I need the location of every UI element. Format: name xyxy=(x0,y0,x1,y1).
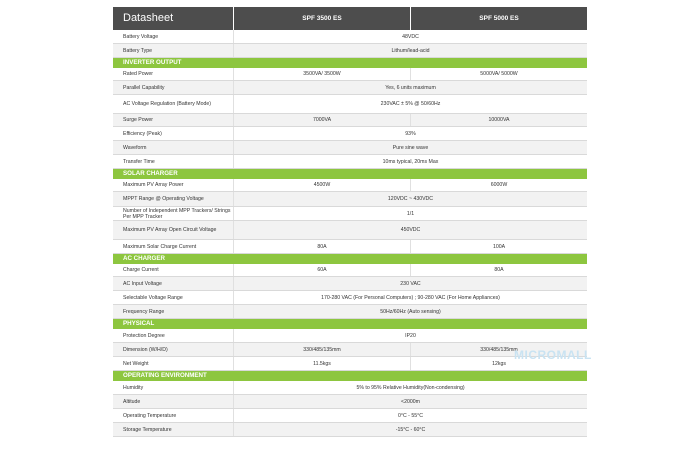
table-row xyxy=(113,114,587,127)
table-row xyxy=(113,30,587,44)
table-row xyxy=(113,95,587,114)
spec-label: Net Weight xyxy=(113,357,234,370)
spec-label: MPPT Range @ Operating Voltage xyxy=(113,192,234,206)
table-row xyxy=(113,141,587,155)
spec-value-merged: 230 VAC xyxy=(400,280,421,287)
spec-label: Transfer Time xyxy=(113,155,234,168)
spec-label: Battery Type xyxy=(113,44,234,57)
spec-value-merged: 50Hz/60Hz (Auto sensing) xyxy=(380,308,441,315)
spec-value-spf5000: 12kgs xyxy=(492,360,506,367)
spec-value-spf3500: 4500W xyxy=(234,179,411,191)
spec-value-merged: -15°C - 60°C xyxy=(395,426,426,433)
spec-value-merged: 48VDC xyxy=(402,33,419,40)
table-row xyxy=(113,192,587,207)
spec-value-spf5000: 330/485/135mm xyxy=(480,346,518,353)
spec-label: Dimension (W/H/D) xyxy=(113,343,234,356)
table-row xyxy=(113,381,587,395)
spec-label: Altitude xyxy=(113,395,234,408)
table-row xyxy=(113,264,587,277)
spec-value-merged: 170-280 VAC (For Personal Computers) ; 90-280 VAC (For Home Appliances) xyxy=(321,294,500,301)
spec-label: Rated Power xyxy=(113,68,234,80)
spec-value-merged: 120VDC ~ 430VDC xyxy=(387,196,434,202)
table-row xyxy=(113,68,587,81)
spec-value-merged: 10ms typical, 20ms Max xyxy=(382,158,439,165)
spec-value-spf3500: 7000VA xyxy=(234,114,411,126)
spec-label: Number of Independent MPP Trackers/ Strings Per MPP Tracker xyxy=(113,207,234,220)
table-row xyxy=(113,44,587,58)
spec-value-merged: Yes, 6 units maximum xyxy=(385,84,436,91)
spec-label: Selectable Voltage Range xyxy=(113,291,234,304)
spec-label: Humidity xyxy=(113,381,234,394)
table-row xyxy=(113,127,587,141)
spec-value-spf3500: 60A xyxy=(234,264,411,276)
spec-label: Operating Temperature xyxy=(113,409,234,422)
spec-value-merged: 0°C - 55°C xyxy=(398,412,423,419)
spec-value-merged: IP20 xyxy=(405,332,416,339)
section-header-solar: SOLAR CHARGER xyxy=(113,169,587,179)
spec-value-merged: 1/1 xyxy=(406,210,415,217)
spec-label: AC Voltage Regulation (Battery Mode) xyxy=(113,95,234,113)
table-row xyxy=(113,409,587,423)
table-row xyxy=(113,155,587,169)
section-header-inverter: INVERTER OUTPUT xyxy=(113,58,587,68)
spec-value-merged: <2000m xyxy=(401,398,420,405)
table-row xyxy=(113,277,587,291)
table-row xyxy=(113,329,587,343)
spec-value-merged: 5% to 95% Relative Humidity(Non-condensing) xyxy=(356,384,465,391)
spec-label: Waveform xyxy=(113,141,234,154)
spec-label: Storage Temperature xyxy=(113,423,234,436)
table-row xyxy=(113,395,587,409)
spec-label: AC Input Voltage xyxy=(113,277,234,290)
spec-value-spf5000: 10000VA xyxy=(488,117,510,123)
spec-value-spf5000: 80A xyxy=(494,267,504,273)
table-row xyxy=(113,291,587,305)
spec-value-spf3500: 80A xyxy=(234,240,411,253)
table-body xyxy=(113,30,587,437)
spec-value-merged: 450VDC xyxy=(400,227,421,233)
spec-value-merged: 93% xyxy=(405,130,416,137)
spec-label: Maximum PV Array Open Circuit Voltage xyxy=(113,221,234,239)
table-row xyxy=(113,81,587,95)
table-row xyxy=(113,305,587,319)
spec-value-spf3500: 3500VA/ 3500W xyxy=(234,68,411,80)
datasheet-table xyxy=(113,7,587,437)
spec-label: Protection Degree xyxy=(113,329,234,342)
spec-value-spf5000: 5000VA/ 5000W xyxy=(480,71,518,77)
section-header-physical: PHYSICAL xyxy=(113,319,587,329)
spec-value-spf3500: 11.5kgs xyxy=(234,357,411,370)
model-header-spf3500: SPF 3500 ES xyxy=(234,7,411,30)
table-header xyxy=(113,7,587,30)
spec-value-spf5000: 100A xyxy=(492,243,506,250)
datasheet-title: Datasheet xyxy=(113,7,234,30)
spec-label: Frequency Range xyxy=(113,305,234,318)
watermark: MICROMALL xyxy=(514,348,592,362)
table-row xyxy=(113,423,587,437)
spec-value-merged: Lithum/lead-acid xyxy=(391,47,430,54)
model-header-spf5000: SPF 5000 ES xyxy=(479,15,519,22)
spec-label: Parallel Capability xyxy=(113,81,234,94)
section-header-environment: OPERATING ENVIRONMENT xyxy=(113,371,587,381)
spec-label: Efficiency (Peak) xyxy=(113,127,234,140)
table-row xyxy=(113,207,587,221)
table-row xyxy=(113,240,587,254)
spec-value-spf3500: 330/485/135mm xyxy=(234,343,411,356)
section-header-ac: AC CHARGER xyxy=(113,254,587,264)
spec-value-spf5000: 6000W xyxy=(490,182,508,188)
spec-label: Battery Voltage xyxy=(113,30,234,43)
table-row xyxy=(113,179,587,192)
spec-value-merged: Pure sine wave xyxy=(392,144,429,151)
spec-label: Maximum PV Array Power xyxy=(113,179,234,191)
spec-value-merged: 230VAC ± 5% @ 50/60Hz xyxy=(380,101,441,107)
spec-label: Surge Power xyxy=(113,114,234,126)
spec-label: Maximum Solar Charge Current xyxy=(113,240,234,253)
spec-label: Charge Current xyxy=(113,264,234,276)
table-row xyxy=(113,221,587,240)
